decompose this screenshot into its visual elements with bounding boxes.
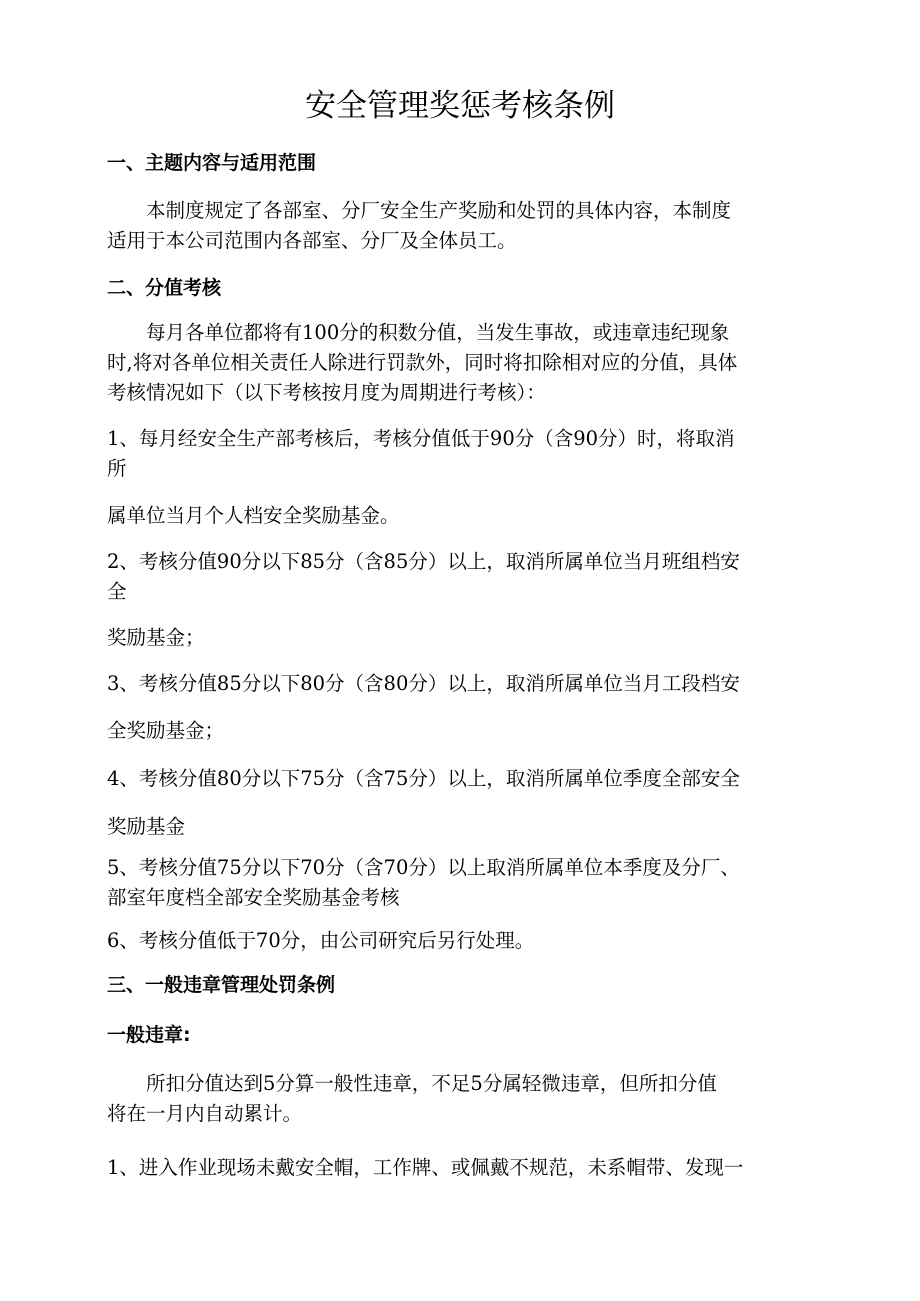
list-item-line: 奖励基金 xyxy=(107,815,186,838)
paragraph-line: 考核情况如下（以下考核按月度为周期进行考核）： xyxy=(107,381,546,404)
list-item-line: 3、考核分值85分以下80分（含80分）以上，取消所属单位当月工段档安 xyxy=(107,672,740,695)
paragraph-line: 适用于本公司范围内各部室、分厂及全体员工。 xyxy=(107,229,517,252)
list-item-line: 奖励基金； xyxy=(107,626,205,649)
paragraph-line: 本制度规定了各部室、分厂安全生产奖励和处罚的具体内容，本制度 xyxy=(146,199,732,222)
list-item-line: 所 xyxy=(107,457,127,480)
section-heading-3: 三、一般违章管理处罚条例 xyxy=(107,974,336,996)
list-item-line: 1、进入作业现场未戴安全帽，工作牌、或佩戴不规范，未系帽带、发现一 xyxy=(107,1156,744,1179)
section-heading-1: 一、主题内容与适用范围 xyxy=(107,152,317,174)
paragraph-line: 每月各单位都将有100分的积数分值，当发生事故，或违章违纪现象 xyxy=(146,321,730,344)
list-item-line: 部室年度档全部安全奖励基金考核 xyxy=(107,886,400,909)
list-item-line: 4、考核分值80分以下75分（含75分）以上，取消所属单位季度全部安全 xyxy=(107,767,740,790)
list-item-line: 全 xyxy=(107,580,127,603)
document-title: 安全管理奖惩考核条例 xyxy=(305,88,615,124)
subsection-heading: 一般违章: xyxy=(107,1024,191,1046)
list-item-line: 1、每月经安全生产部考核后，考核分值低于90分（含90分）时，将取消 xyxy=(107,427,735,450)
list-item-line: 全奖励基金； xyxy=(107,719,225,742)
paragraph-line: 将在一月内自动累计。 xyxy=(107,1102,303,1125)
list-item-line: 6、考核分值低于70分，由公司研究后另行处理。 xyxy=(107,929,535,952)
paragraph-line: 时,将对各单位相关责任人除进行罚款外，同时将扣除相对应的分值，具体 xyxy=(107,351,738,374)
paragraph-line: 所扣分值达到5分算一般性违章，不足5分属轻微违章，但所扣分值 xyxy=(146,1072,717,1095)
list-item-line: 属单位当月个人档安全奖励基金。 xyxy=(107,504,400,527)
list-item-line: 2、考核分值90分以下85分（含85分）以上，取消所属单位当月班组档安 xyxy=(107,550,740,573)
list-item-line: 5、考核分值75分以下70分（含70分）以上取消所属单位本季度及分厂、 xyxy=(107,856,740,879)
section-heading-2: 二、分值考核 xyxy=(107,277,222,299)
